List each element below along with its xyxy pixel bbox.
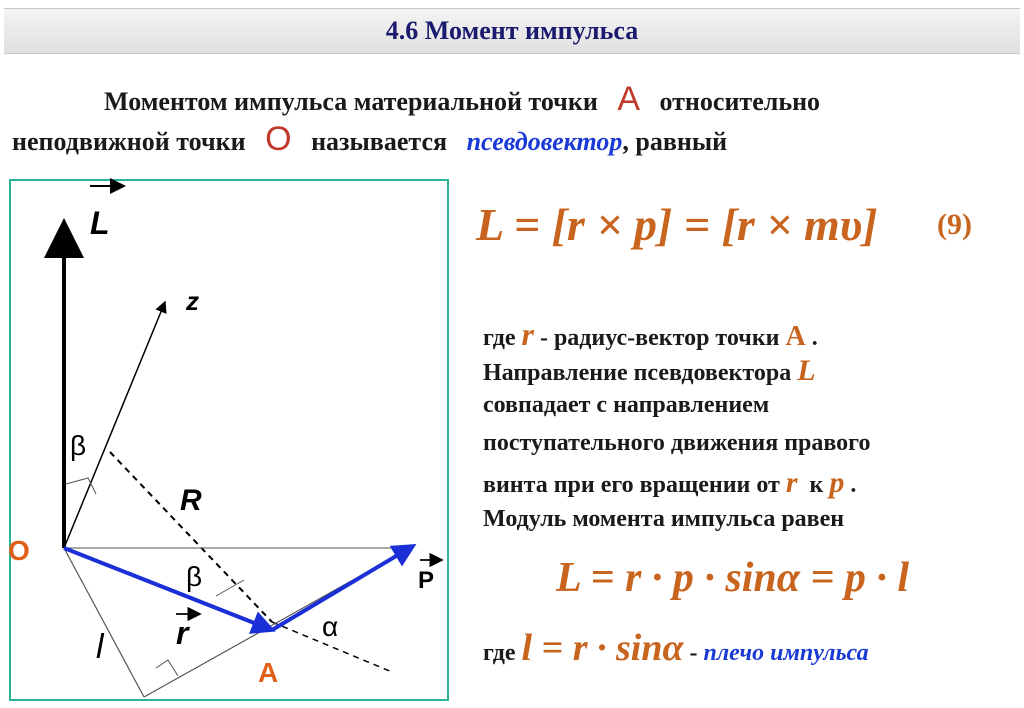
label-beta-1: β bbox=[70, 430, 87, 461]
p-symbol: p bbox=[829, 466, 845, 499]
slide-title: 4.6 Момент импульса bbox=[385, 16, 639, 45]
where-label-2: где bbox=[483, 640, 516, 666]
explanation-line-6: Модуль момента импульса равен bbox=[483, 506, 845, 532]
point-o-label: O bbox=[265, 120, 292, 158]
label-r: r bbox=[176, 615, 189, 651]
direction-text: Направление псевдовектора bbox=[483, 360, 792, 386]
definition-part2: относительно bbox=[659, 87, 821, 116]
L-symbol: L bbox=[797, 354, 816, 387]
explanation-line-4: поступательного движения правого bbox=[483, 430, 871, 456]
explanation-line-1 bbox=[483, 316, 818, 353]
point-a-label: A bbox=[617, 80, 640, 118]
explanation-line-2 bbox=[483, 354, 816, 388]
lever-line bbox=[64, 548, 144, 697]
label-A: A bbox=[258, 657, 279, 688]
shoulder-line bbox=[483, 626, 869, 670]
k-text: к bbox=[809, 472, 824, 498]
definition-part5: , равный bbox=[622, 127, 728, 156]
label-R: R bbox=[180, 484, 202, 517]
label-l: l bbox=[96, 628, 104, 666]
label-beta-2: β bbox=[186, 561, 203, 592]
radius-vector-text: - радиус-вектор точки bbox=[539, 325, 780, 351]
where-label-1: где bbox=[483, 325, 516, 351]
line5-dot: . bbox=[850, 472, 857, 498]
line1-dot: . bbox=[811, 325, 818, 351]
label-P: P bbox=[418, 567, 435, 594]
label-L: L bbox=[90, 205, 110, 241]
shoulder-label: плечо импульса bbox=[703, 640, 869, 666]
definition-part4: называется bbox=[311, 127, 448, 156]
right-angle-mark bbox=[156, 660, 178, 676]
label-alpha: α bbox=[322, 611, 339, 642]
formula-modulus: L = r · p · sinα = p · l bbox=[556, 555, 910, 601]
r-symbol-2: r bbox=[785, 466, 798, 499]
label-z: z bbox=[186, 286, 199, 316]
definition-part3: неподвижной точки bbox=[12, 127, 246, 156]
shoulder-dash: - bbox=[689, 640, 698, 666]
r-symbol: r bbox=[521, 316, 534, 352]
formula-main: L = [r × p] = [r × mυ] bbox=[476, 199, 878, 250]
explanation-line-5 bbox=[483, 466, 856, 500]
screw-text: винта при его вращении от bbox=[483, 472, 780, 498]
z-axis bbox=[64, 302, 165, 548]
definition-part1: Моментом импульса материальной точки bbox=[104, 87, 598, 116]
p-vector bbox=[272, 546, 413, 630]
point-a-symbol: A bbox=[785, 321, 806, 352]
explanation-line-3: совпадает с направлением bbox=[483, 392, 770, 418]
formula-number: (9) bbox=[937, 208, 972, 241]
label-O: O bbox=[8, 535, 30, 566]
pseudovector-term: псевдовектор bbox=[466, 127, 623, 156]
shoulder-formula: l = r · sinα bbox=[521, 627, 684, 669]
